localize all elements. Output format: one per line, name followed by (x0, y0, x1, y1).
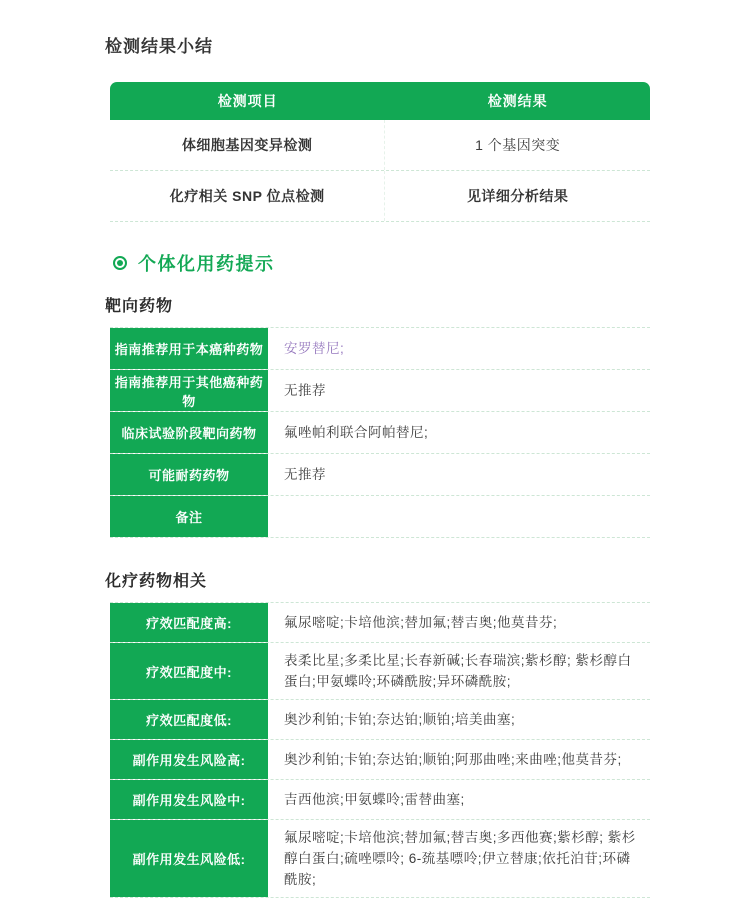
summary-row-result: 见详细分析结果 (466, 188, 569, 204)
summary-header-item: 检测项目 (217, 93, 278, 109)
row-value: 安罗替尼; (284, 341, 345, 356)
row-value: 奥沙利铂;卡铂;奈达铂;顺铂;阿那曲唑;来曲唑;他莫昔芬; (284, 752, 622, 767)
table-row (110, 120, 650, 171)
bullseye-dot (117, 260, 123, 266)
summary-row-item: 体细胞基因变异检测 (110, 120, 385, 170)
row-label: 临床试验阶段靶向药物 (110, 412, 268, 453)
row-label: 可能耐药药物 (110, 454, 268, 495)
row-value: 无推荐 (284, 467, 326, 482)
table-row (110, 328, 650, 370)
row-label: 备注 (110, 496, 268, 537)
table-row (110, 820, 650, 898)
targeted-drugs-heading: 靶向药物 (105, 298, 174, 315)
row-label: 副作用发生风险中: (110, 780, 268, 819)
chemo-drugs-heading: 化疗药物相关 (105, 573, 208, 590)
bullseye-icon (113, 256, 127, 270)
row-label: 疗效匹配度中: (110, 643, 268, 699)
summary-row-result: 1 个基因突变 (475, 137, 561, 153)
summary-row-item: 化疗相关 SNP 位点检测 (110, 171, 385, 221)
row-label: 指南推荐用于本癌种药物 (110, 328, 268, 369)
page-title: 检测结果小结 (105, 37, 213, 56)
table-row (110, 780, 650, 820)
table-row (110, 740, 650, 780)
table-row (110, 171, 650, 222)
summary-table-header (110, 82, 650, 120)
row-label: 副作用发生风险高: (110, 740, 268, 779)
table-row (110, 700, 650, 740)
chemo-drugs-table (110, 602, 650, 898)
row-value: 奥沙利铂;卡铂;奈达铂;顺铂;培美曲塞; (284, 712, 516, 727)
row-value: 氟唑帕利联合阿帕替尼; (284, 425, 429, 440)
row-label: 指南推荐用于其他癌种药物 (110, 370, 268, 411)
row-label: 副作用发生风险低: (110, 820, 268, 897)
section-medication-title: 个体化用药提示 (138, 254, 275, 274)
row-value: 吉西他滨;甲氨蝶呤;雷替曲塞; (284, 792, 465, 807)
targeted-drugs-table (110, 327, 650, 538)
table-row (110, 454, 650, 496)
table-row (110, 412, 650, 454)
section-medication-heading (113, 250, 653, 276)
row-value: 氟尿嘧啶;卡培他滨;替加氟;替吉奥;他莫昔芬; (284, 615, 558, 630)
row-label: 疗效匹配度低: (110, 700, 268, 739)
row-value: 氟尿嘧啶;卡培他滨;替加氟;替吉奥;多西他赛;紫杉醇; 紫杉醇白蛋白;硫唑嘌呤; 6-巯基嘌呤;伊立替康;依托泊苷;环磷酰胺; (284, 830, 636, 887)
table-row (110, 603, 650, 643)
row-label: 疗效匹配度高: (110, 603, 268, 642)
row-value: 表柔比星;多柔比星;长春新碱;长春瑞滨;紫杉醇; 紫杉醇白蛋白;甲氨蝶呤;环磷酰胺;异环磷酰胺; (284, 653, 632, 689)
summary-table (110, 82, 650, 222)
row-value (268, 496, 650, 537)
report-content (105, 0, 653, 898)
summary-header-result: 检测结果 (487, 93, 548, 109)
table-row (110, 370, 650, 412)
table-row (110, 496, 650, 538)
table-row (110, 643, 650, 700)
row-value: 无推荐 (284, 383, 326, 398)
